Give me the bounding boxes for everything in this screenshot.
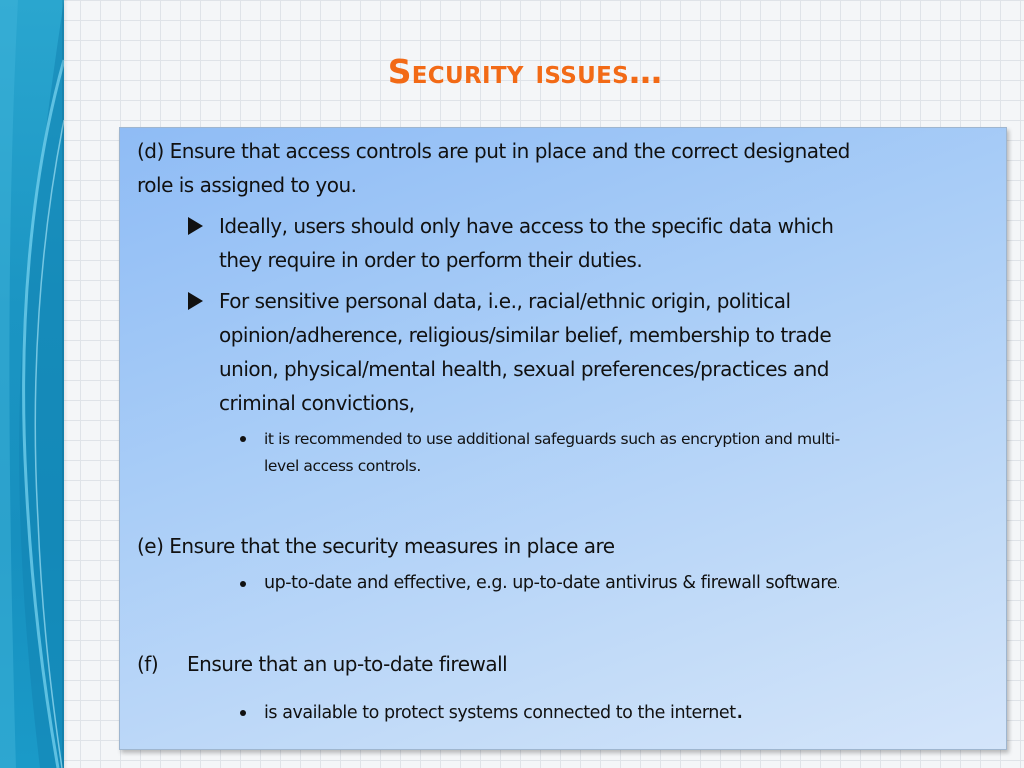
item-e-sub-bullet bbox=[264, 569, 840, 600]
item-d-bullet-1-line-2: they require in order to perform their duties. bbox=[219, 248, 643, 272]
item-e-line: (e) Ensure that the security measures in place are bbox=[137, 534, 615, 558]
left-decorative-band bbox=[0, 0, 64, 768]
item-d-line-1: (d) Ensure that access controls are put in place and the correct designated bbox=[137, 139, 850, 163]
item-e-sub-text: up-to-date and effective, e.g. up-to-date antivirus & firewall software bbox=[264, 573, 838, 593]
item-d-bullet-2-line-2: opinion/adherence, religious/similar belief, membership to trade bbox=[219, 323, 832, 347]
item-f-line: Ensure that an up-to-date firewall bbox=[187, 652, 508, 676]
item-d-line-2: role is assigned to you. bbox=[137, 173, 357, 197]
band-shadow-edge bbox=[62, 0, 68, 768]
item-f-sub-bullet bbox=[264, 695, 744, 727]
item-d-sub-bullet-line-1: it is recommended to use additional safeguards such as encryption and multi- bbox=[264, 430, 840, 448]
slide-title: Security issues… bbox=[387, 52, 663, 91]
dot-bullet-icon bbox=[240, 710, 246, 716]
item-d-bullet-2-line-3: union, physical/mental health, sexual preferences/practices and bbox=[219, 357, 829, 381]
item-e-sub-period: . bbox=[837, 581, 840, 591]
dot-bullet-icon bbox=[240, 436, 246, 442]
item-f-sub-text: is available to protect systems connected to the internet bbox=[264, 703, 736, 723]
arrow-bullet-icon bbox=[188, 217, 203, 235]
dot-bullet-icon bbox=[240, 581, 246, 587]
item-d-bullet-1-line-1: Ideally, users should only have access to the specific data which bbox=[219, 214, 834, 238]
item-f-sub-period: . bbox=[735, 695, 744, 725]
band-swoosh-graphic bbox=[0, 0, 64, 768]
item-d-sub-bullet-line-2: level access controls. bbox=[264, 457, 421, 475]
item-d-bullet-2-line-4: criminal convictions, bbox=[219, 391, 415, 415]
item-d-bullet-2-line-1: For sensitive personal data, i.e., racial/ethnic origin, political bbox=[219, 289, 791, 313]
arrow-bullet-icon bbox=[188, 292, 203, 310]
item-f-label: (f) bbox=[137, 652, 159, 676]
